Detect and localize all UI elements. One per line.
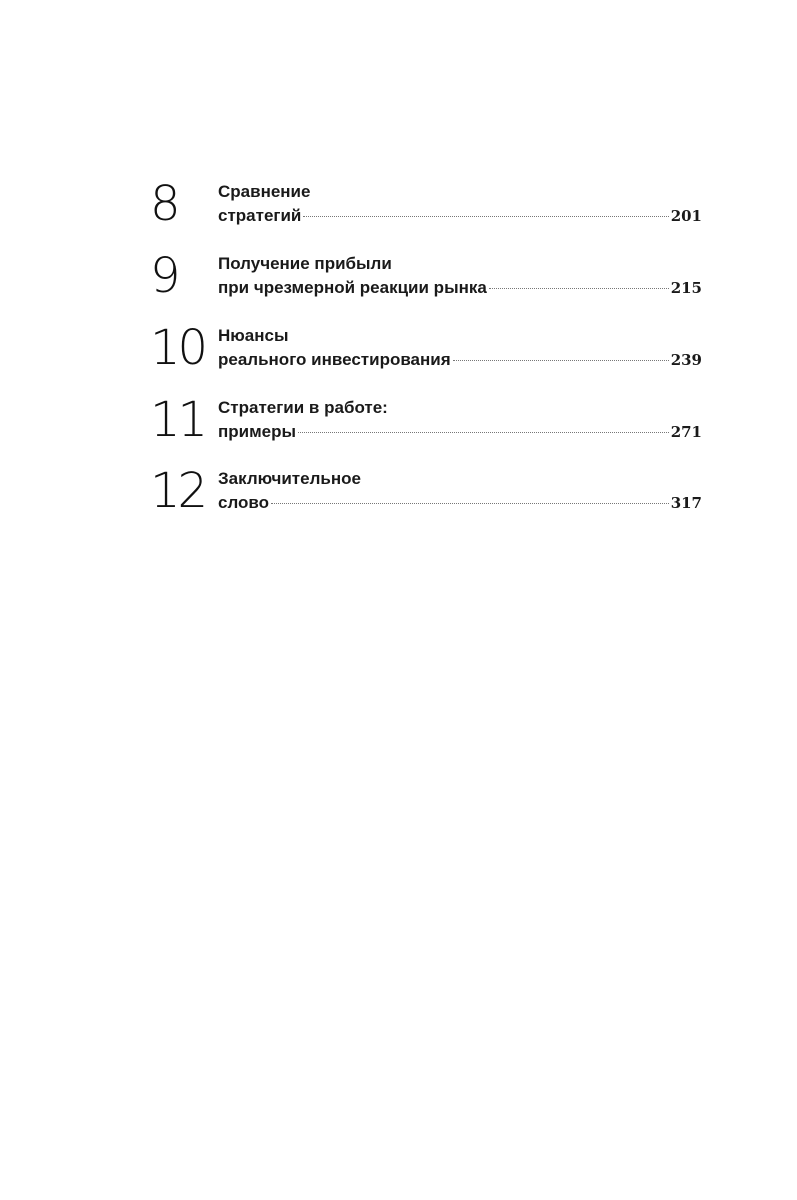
chapter-number: 11 [150, 392, 206, 448]
toc-entry[interactable] [150, 320, 702, 384]
toc-entry[interactable] [150, 176, 702, 240]
chapter-title [218, 252, 702, 300]
chapter-title-line2-row [218, 204, 702, 228]
chapter-number: 12 [150, 463, 206, 519]
chapter-title-line1: Нюансы [218, 326, 289, 345]
chapter-title-line1: Заключительное [218, 469, 361, 488]
page-number: 271 [670, 423, 702, 441]
page-number: 215 [670, 279, 702, 297]
chapter-title-line2-row [218, 348, 702, 372]
chapter-title-line1: Получение прибыли [218, 254, 392, 273]
chapter-number: 10 [150, 320, 206, 376]
chapter-title-line2: слово [218, 493, 270, 512]
chapter-title-line2: стратегий [218, 206, 302, 225]
dot-leader [298, 432, 669, 433]
chapter-title [218, 396, 702, 444]
chapter-title [218, 324, 702, 372]
toc-entry[interactable] [150, 463, 702, 527]
toc-entry[interactable] [150, 392, 702, 456]
chapter-title-line2: примеры [218, 422, 297, 441]
page-number: 317 [670, 494, 702, 512]
chapter-title-line1: Стратегии в работе: [218, 398, 388, 417]
dot-leader [489, 288, 669, 289]
chapter-title [218, 180, 702, 228]
chapter-title-line2: при чрезмерной реакции рынка [218, 278, 487, 297]
dot-leader [453, 360, 669, 361]
chapter-title-line2-row [218, 276, 702, 300]
chapter-number: 8 [150, 176, 178, 232]
chapter-title-line2-row [218, 491, 702, 515]
chapter-title-line2: реального инвестирования [218, 350, 451, 369]
page-number: 239 [670, 351, 702, 369]
dot-leader [303, 216, 668, 217]
chapter-number: 9 [150, 248, 178, 304]
chapter-title [218, 467, 702, 515]
chapter-title-line2-row [218, 420, 702, 444]
toc-entry[interactable] [150, 248, 702, 312]
page-number: 201 [670, 207, 702, 225]
dot-leader [271, 503, 669, 504]
chapter-title-line1: Сравнение [218, 182, 311, 201]
